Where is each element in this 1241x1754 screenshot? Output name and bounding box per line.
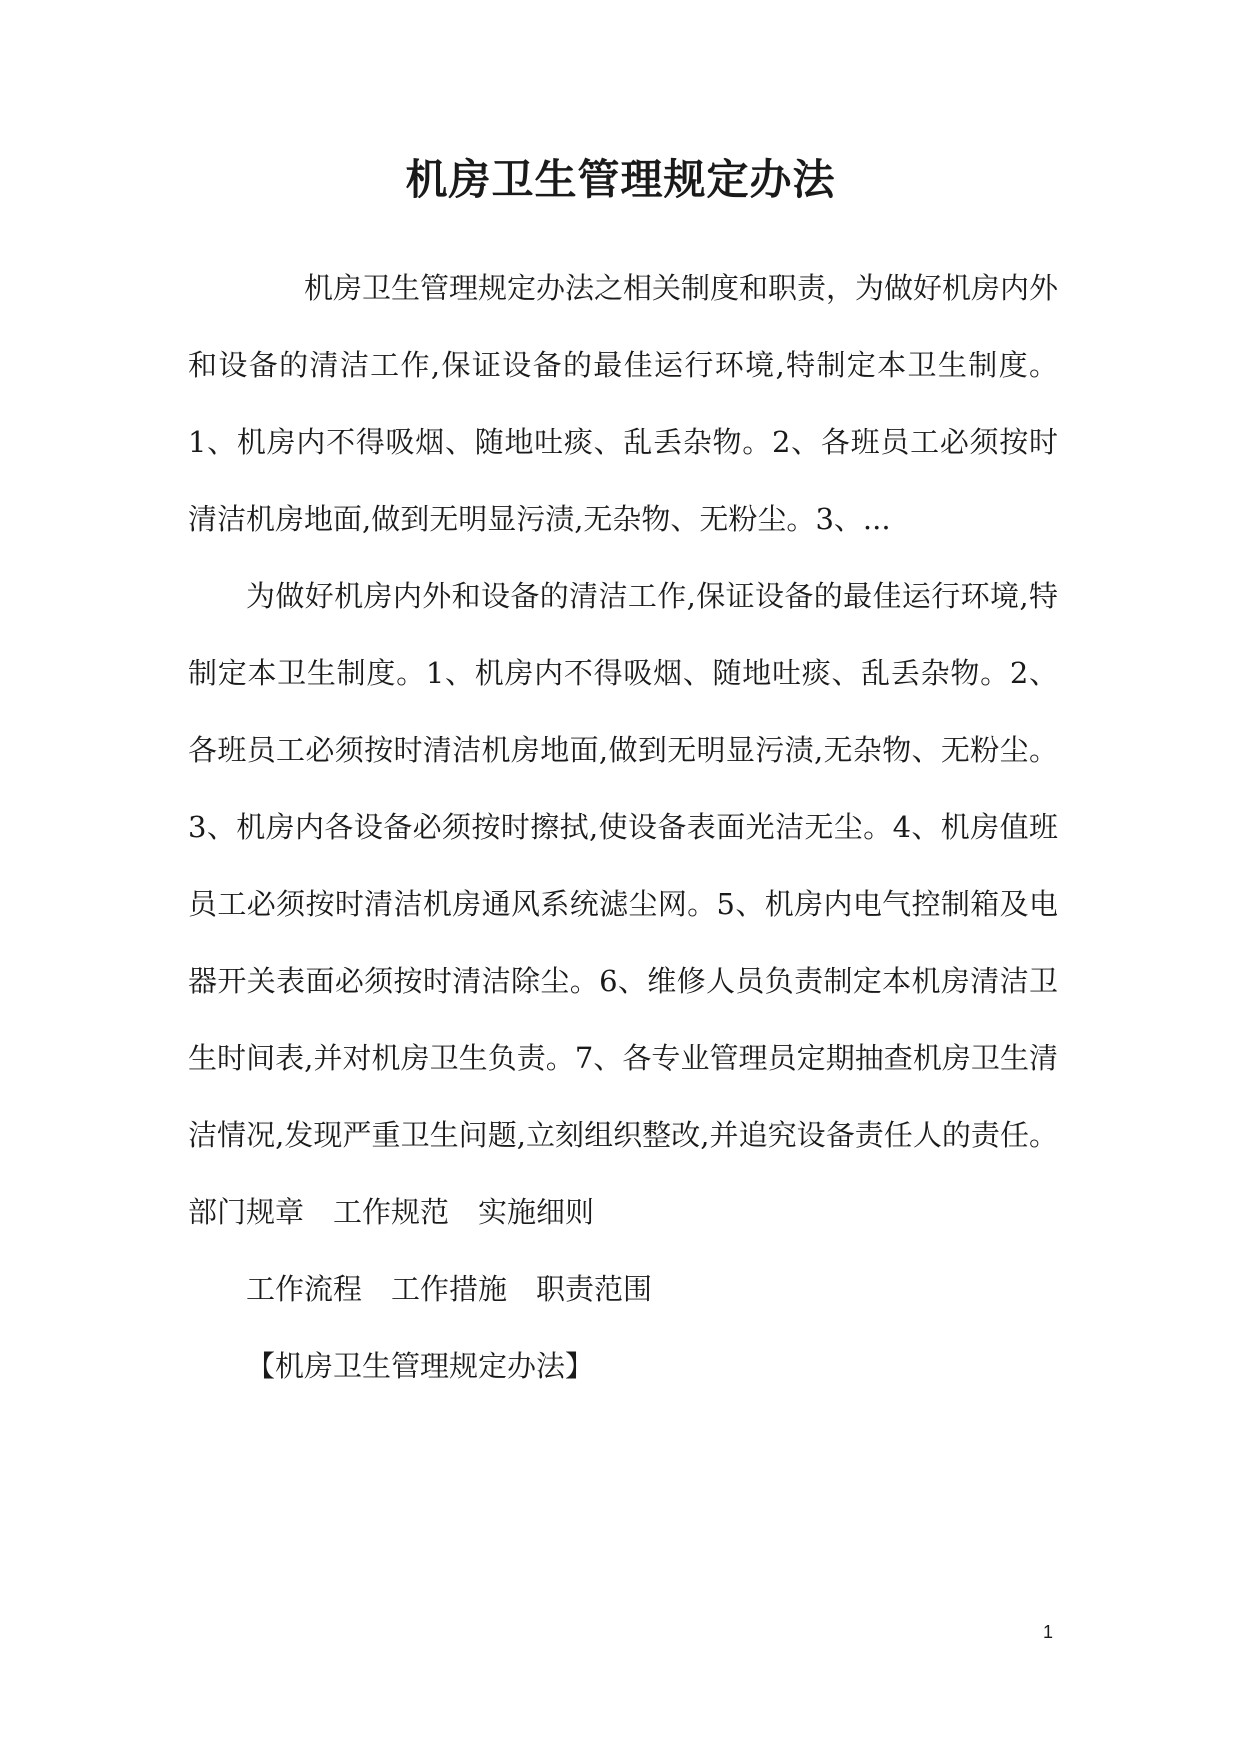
document-body (188, 250, 1058, 1405)
page-number: 1 (1042, 1622, 1053, 1642)
paragraph-tags: 工作流程 工作措施 职责范围 (246, 1272, 653, 1306)
page-title: 机房卫生管理规定办法 (405, 155, 836, 204)
paragraph-bracket-title: 【机房卫生管理规定办法】 (246, 1349, 595, 1383)
paragraph-intro: 机房卫生管理规定办法之相关制度和职责，为做好机房内外和设备的清洁工作,保证设备的最佳运行环境,特制定本卫生制度。1、机房内不得吸烟、随地吐痰、乱丢杂物。2、各班员工必须按时清洁机房地面,做到无明显污渍,无杂物、无粉尘。3、... (188, 271, 1059, 536)
paragraph-rules: 为做好机房内外和设备的清洁工作,保证设备的最佳运行环境,特制定本卫生制度。1、机房内不得吸烟、随地吐痰、乱丢杂物。2、各班员工必须按时清洁机房地面,做到无明显污渍,无杂物、无粉尘。3、机房内各设备必须按时擦拭,使设备表面光洁无尘。4、机房值班员工必须按时清洁机房通风系统滤尘网。5、机房内电气控制箱及电器开关表面必须按时清洁除尘。6、维修人员负责制定本机房清洁卫生时间表,并对机房卫生负责。7、各专业管理员定期抽查机房卫生清洁情况,发现严重卫生问题,立刻组织整改,并追究设备责任人的责任。部门规章 工作规范 实施细则 (188, 579, 1058, 1229)
